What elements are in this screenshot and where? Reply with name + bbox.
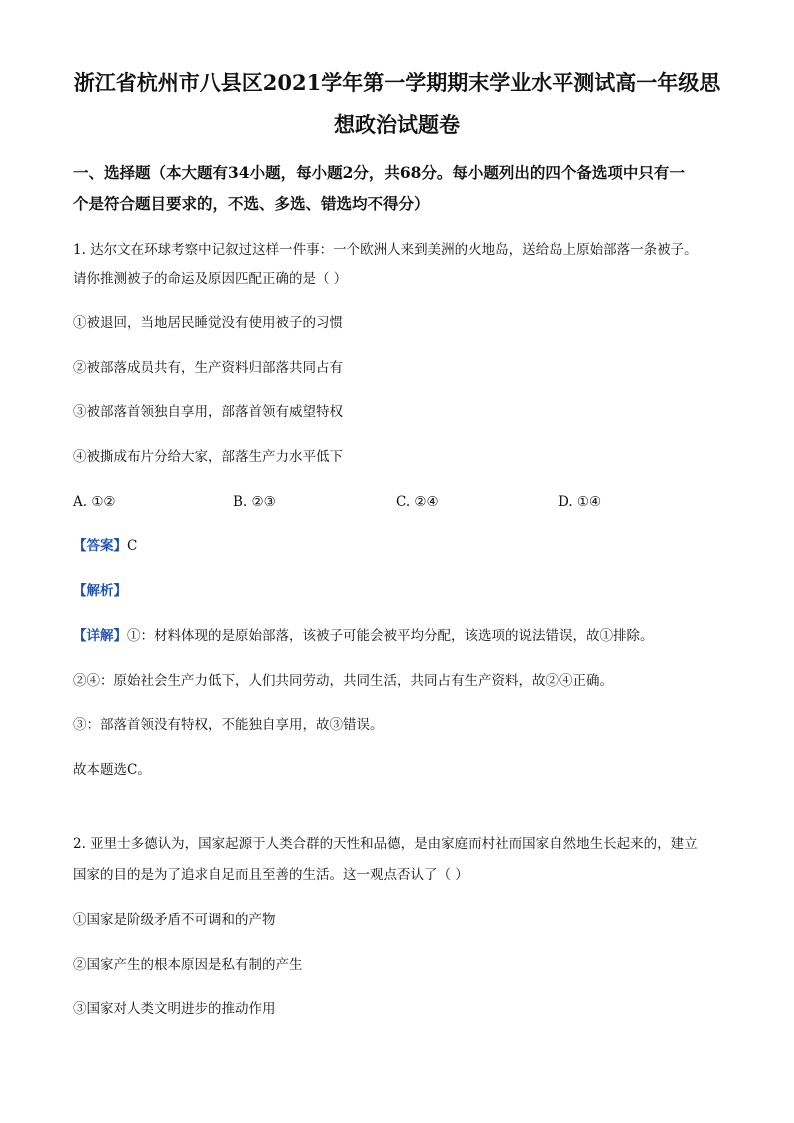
- q1-item-3: ③被部落首领独自享用，部落首领有威望特权: [73, 404, 343, 420]
- q2-item-1: ①国家是阶级矛盾不可调和的产物: [73, 912, 276, 928]
- q1-conclusion: 故本题选C。: [73, 762, 151, 778]
- exam-title-line-2: 想政治试题卷: [334, 112, 460, 137]
- q1-analysis: [73, 579, 723, 603]
- section-heading-line-2: 个是符合题目要求的，不选、多选、错选均不得分）: [73, 194, 430, 213]
- detail-tag: 【详解】: [73, 628, 127, 644]
- q2-stem-line-2: 国家的目的是为了追求自足而且至善的生活。这一观点否认了（ ）: [73, 867, 469, 883]
- q2-item-3: ③国家对人类文明进步的推动作用: [73, 1001, 276, 1017]
- q1-option-c: C. ②④: [396, 494, 439, 510]
- answer-tag: 【答案】: [73, 538, 127, 554]
- q1-stem-line-1: 1. 达尔文在环球考察中记叙过这样一件事：一个欧洲人来到美洲的火地岛，送给岛上原始部落一条被子。: [73, 242, 698, 258]
- exam-title-line-1: 浙江省杭州市八县区2021学年第一学期期末学业水平测试高一年级思: [73, 70, 721, 95]
- q1-answer: [73, 534, 723, 558]
- analysis-tag: 【解析】: [73, 583, 127, 599]
- q2-stem-line-1: 2. 亚里士多德认为，国家起源于人类合群的天性和品德，是由家庭而村社而国家自然地生长起来的，建立: [73, 836, 698, 852]
- q1-item-1: ①被退回，当地居民睡觉没有使用被子的习惯: [73, 315, 343, 331]
- q1-option-b: B. ②③: [233, 494, 276, 510]
- detail-text-1: ①：材料体现的是原始部落，该被子可能会被平均分配，该选项的说法错误，故①排除。: [127, 628, 654, 644]
- q1-option-a: A. ①②: [73, 494, 116, 510]
- q1-option-d: D. ①④: [558, 494, 602, 510]
- section-heading-line-1: 一、选择题（本大题有34小题，每小题2分，共68分。每小题列出的四个备选项中只有一: [73, 163, 685, 182]
- q1-detail-line-2: ②④：原始社会生产力低下，人们共同劳动，共同生活，共同占有生产资料，故②④正确。: [73, 673, 613, 689]
- q2-item-2: ②国家产生的根本原因是私有制的产生: [73, 957, 303, 973]
- q1-item-4: ④被撕成布片分给大家，部落生产力水平低下: [73, 449, 343, 465]
- q1-item-2: ②被部落成员共有，生产资料归部落共同占有: [73, 360, 343, 376]
- q1-detail-line-3: ③：部落首领没有特权，不能独自享用，故③错误。: [73, 717, 384, 733]
- answer-value: C: [127, 538, 138, 554]
- q1-detail-line-1: [73, 624, 723, 648]
- q1-stem-line-2: 请你推测被子的命运及原因匹配正确的是（ ）: [73, 271, 348, 287]
